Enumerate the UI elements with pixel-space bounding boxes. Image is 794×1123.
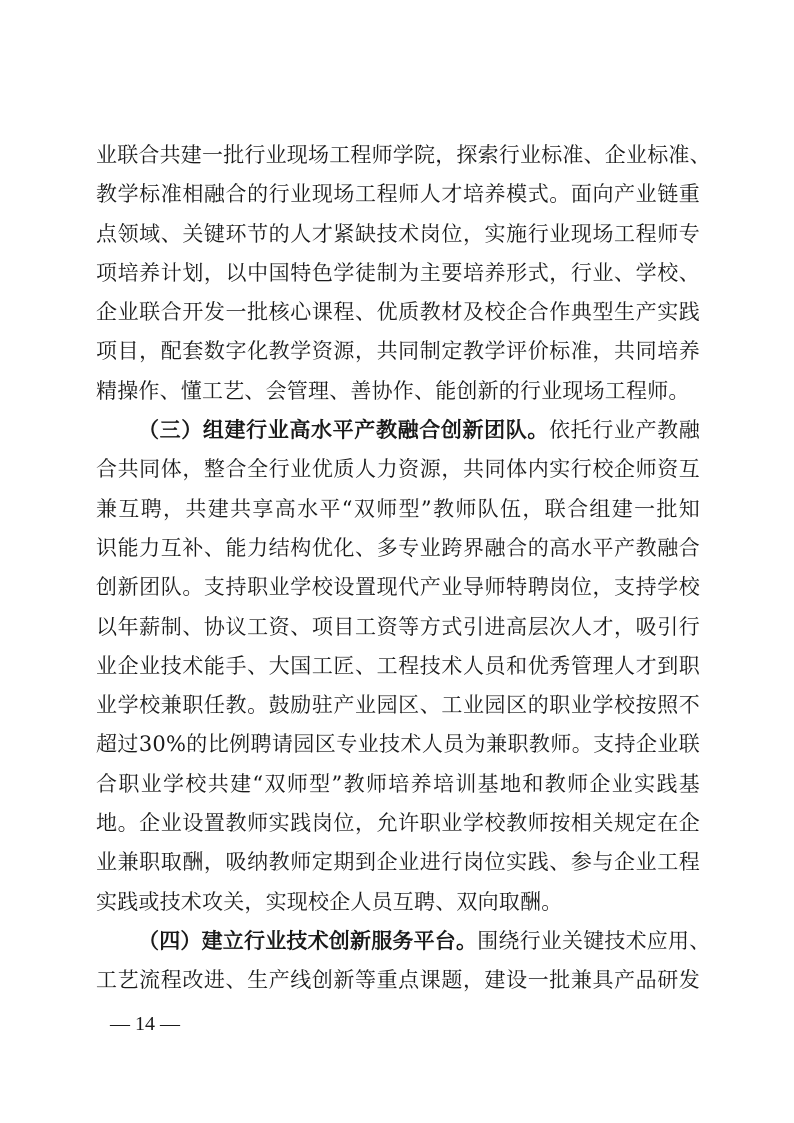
text-line	[96, 411, 700, 450]
text-line: 业联合共建一批行业现场工程师学院，探索行业标准、企业标准、	[96, 143, 711, 167]
text-line: 业企业技术能手、大国工匠、工程技术人员和优秀管理人才到职	[96, 653, 700, 678]
text-line: 合职业学校共建“双师型”教师培养培训基地和教师企业实践基	[96, 771, 700, 796]
text-run: 围绕行业关键技术应用、	[477, 928, 711, 953]
text-line: 合共同体，整合全行业优质人力资源，共同体内实行校企师资互	[96, 457, 700, 482]
body-text	[96, 136, 711, 1001]
section-heading-3: （三）组建行业高水平产教融合创新团队。	[138, 418, 549, 443]
text-line: 地。企业设置教师实践岗位，允许职业学校教师按相关规定在企	[96, 811, 700, 836]
text-line: 兼互聘，共建共享高水平“双师型”教师队伍，联合组建一批知	[96, 496, 700, 521]
text-line: 点领域、关键环节的人才紧缺技术岗位，实施行业现场工程师专	[96, 221, 700, 246]
page-number: — 14 —	[110, 1013, 180, 1035]
section-heading-4: （四）建立行业技术创新服务平台。	[138, 928, 478, 953]
text-line: 工艺流程改进、生产线创新等重点课题，建设一批兼具产品研发	[96, 968, 700, 993]
text-line: 教学标准相融合的行业现场工程师人才培养模式。面向产业链重	[96, 182, 700, 207]
text-line: 项培养计划，以中国特色学徒制为主要培养形式，行业、学校、	[96, 260, 700, 285]
text-line: 业兼职取酬，吸纳教师定期到企业进行岗位实践、参与企业工程	[96, 850, 700, 875]
paragraph-2	[96, 411, 700, 922]
text-line: 实践或技术攻关，实现校企人员互聘、双向取酬。	[96, 889, 563, 914]
text-line: 业学校兼职任教。鼓励驻产业园区、工业园区的职业学校按照不	[96, 693, 700, 718]
text-line: 以年薪制、协议工资、项目工资等方式引进高层次人才，吸引行	[96, 614, 700, 639]
paragraph-1	[96, 136, 711, 411]
text-line: 项目，配套数字化教学资源，共同制定教学评价标准，共同培养	[96, 339, 700, 364]
text-line: 精操作、懂工艺、会管理、善协作、能创新的行业现场工程师。	[96, 378, 690, 403]
text-line: 企业联合开发一批核心课程、优质教材及校企合作典型生产实践	[96, 300, 700, 325]
paragraph-3	[96, 922, 711, 1001]
text-line: 识能力互补、能力结构优化、多专业跨界融合的高水平产教融合	[96, 535, 700, 560]
text-line	[96, 922, 711, 961]
text-run: 依托行业产教融	[549, 418, 700, 443]
text-line: 超过30%的比例聘请园区专业技术人员为兼职教师。支持企业联	[96, 732, 700, 757]
text-line: 创新团队。支持职业学校设置现代产业导师特聘岗位，支持学校	[96, 575, 700, 600]
